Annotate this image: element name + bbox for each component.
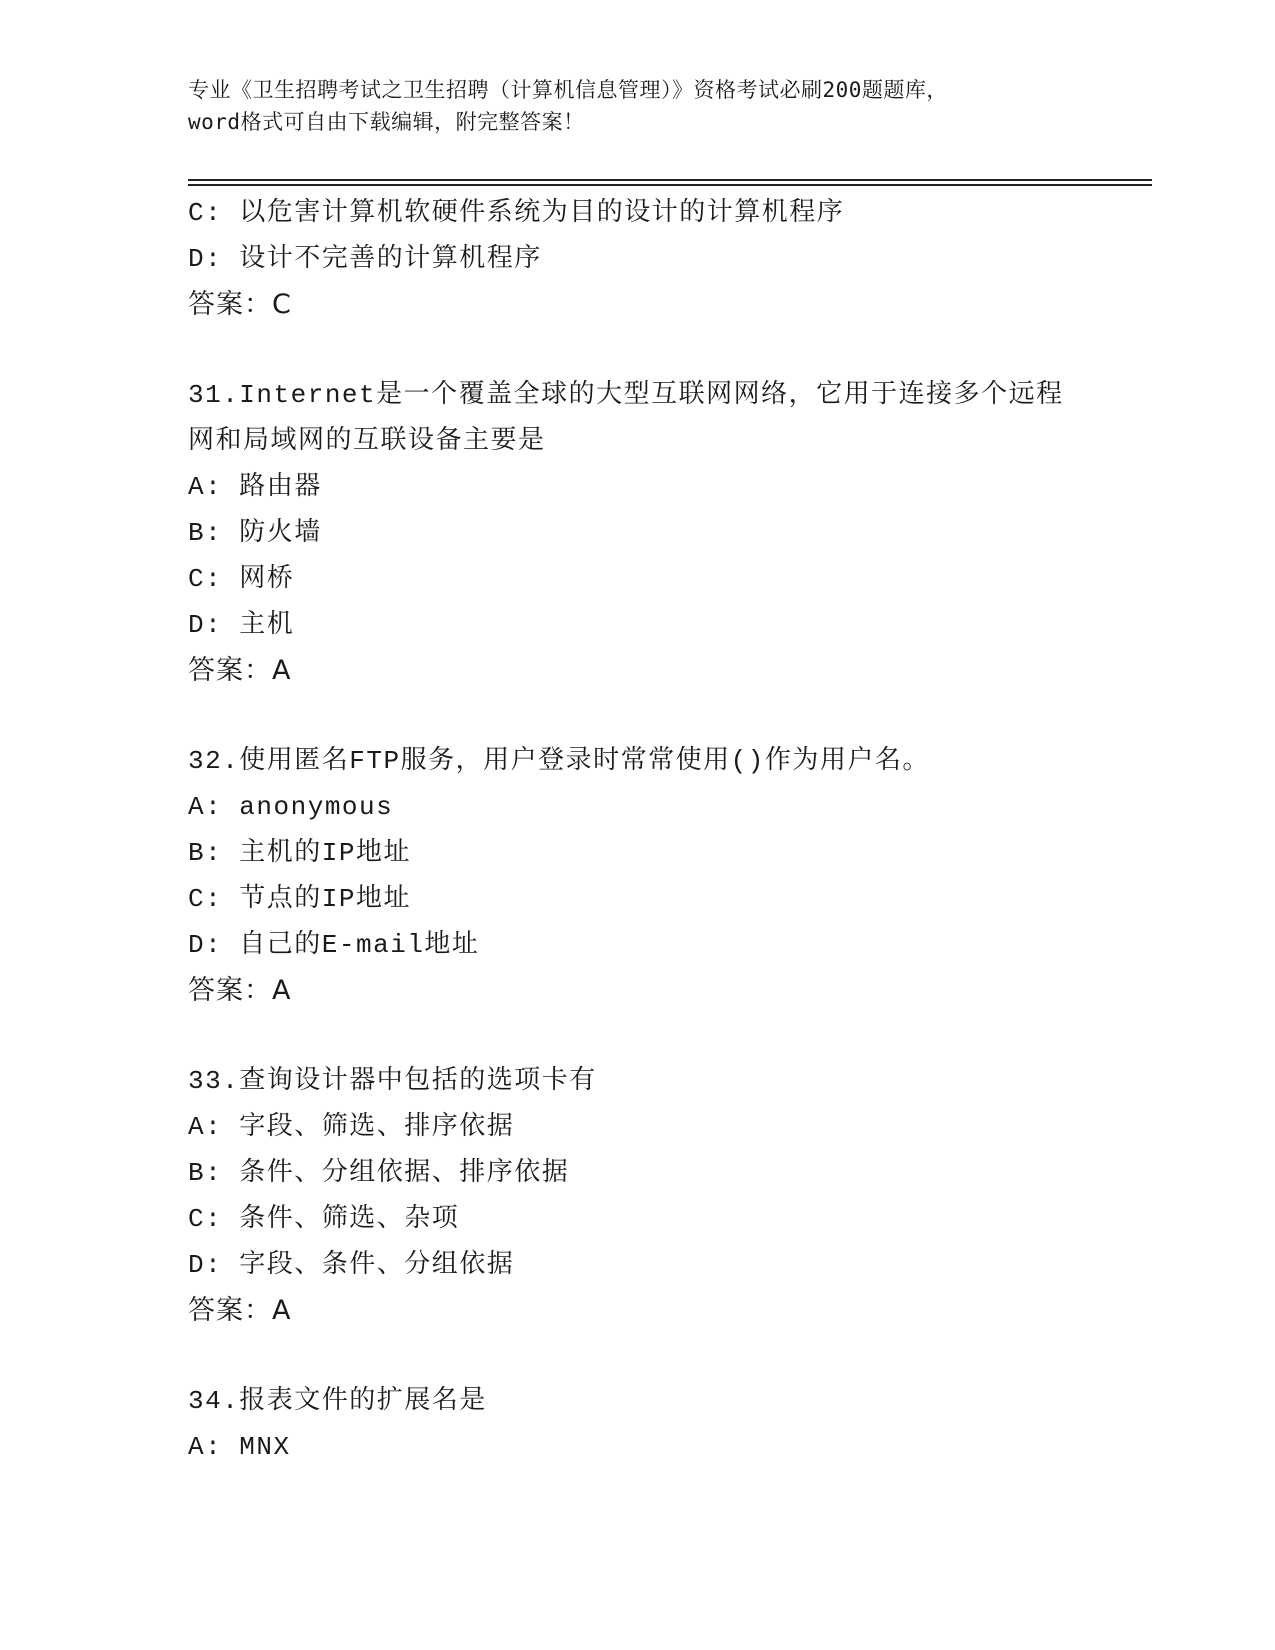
header-divider-top <box>188 179 1152 181</box>
question-content <box>188 190 1138 1470</box>
answer-line: 答案：A <box>188 975 292 1006</box>
spacer <box>188 1334 1138 1378</box>
option-c: C: 节点的IP地址 <box>188 884 412 914</box>
spacer <box>188 328 1138 372</box>
question-stem: 34.报表文件的扩展名是 <box>188 1386 487 1416</box>
header-line-2: word格式可自由下载编辑，附完整答案！ <box>188 110 585 134</box>
question-31 <box>188 372 1138 694</box>
option-a: A: 路由器 <box>188 472 322 502</box>
question-33 <box>188 1058 1138 1334</box>
question-stem: 31.Internet是一个覆盖全球的大型互联网网络，它用于连接多个远程 <box>188 380 1064 410</box>
spacer <box>188 694 1138 738</box>
option-d: D: 主机 <box>188 610 295 640</box>
option-b: B: 条件、分组依据、排序依据 <box>188 1158 570 1188</box>
question-stem: 32.使用匿名FTP服务，用户登录时常常使用()作为用户名。 <box>188 746 930 776</box>
option-a: A: anonymous <box>188 792 394 822</box>
answer-line: 答案：A <box>188 1295 292 1326</box>
question-34 <box>188 1378 1138 1470</box>
option-d: D: 设计不完善的计算机程序 <box>188 244 542 274</box>
page-header <box>188 74 1088 138</box>
answer-line: 答案：A <box>188 655 292 686</box>
header-divider-bottom <box>188 184 1152 186</box>
option-c: C: 以危害计算机软硬件系统为目的设计的计算机程序 <box>188 198 845 228</box>
spacer <box>188 1014 1138 1058</box>
answer-line: 答案：C <box>188 289 292 320</box>
question-continuation <box>188 190 1138 328</box>
option-a: A: 字段、筛选、排序依据 <box>188 1112 515 1142</box>
option-b: B: 防火墙 <box>188 518 322 548</box>
option-c: C: 条件、筛选、杂项 <box>188 1204 460 1234</box>
question-32 <box>188 738 1138 1014</box>
option-c: C: 网桥 <box>188 564 295 594</box>
option-a: A: MNX <box>188 1432 291 1462</box>
option-d: D: 自己的E-mail地址 <box>188 930 480 960</box>
option-b: B: 主机的IP地址 <box>188 838 412 868</box>
header-line-1: 专业《卫生招聘考试之卫生招聘（计算机信息管理）》资格考试必刷200题题库， <box>188 78 948 102</box>
question-stem: 网和局域网的互联设备主要是 <box>188 426 546 456</box>
question-stem: 33.查询设计器中包括的选项卡有 <box>188 1066 597 1096</box>
option-d: D: 字段、条件、分组依据 <box>188 1250 515 1280</box>
